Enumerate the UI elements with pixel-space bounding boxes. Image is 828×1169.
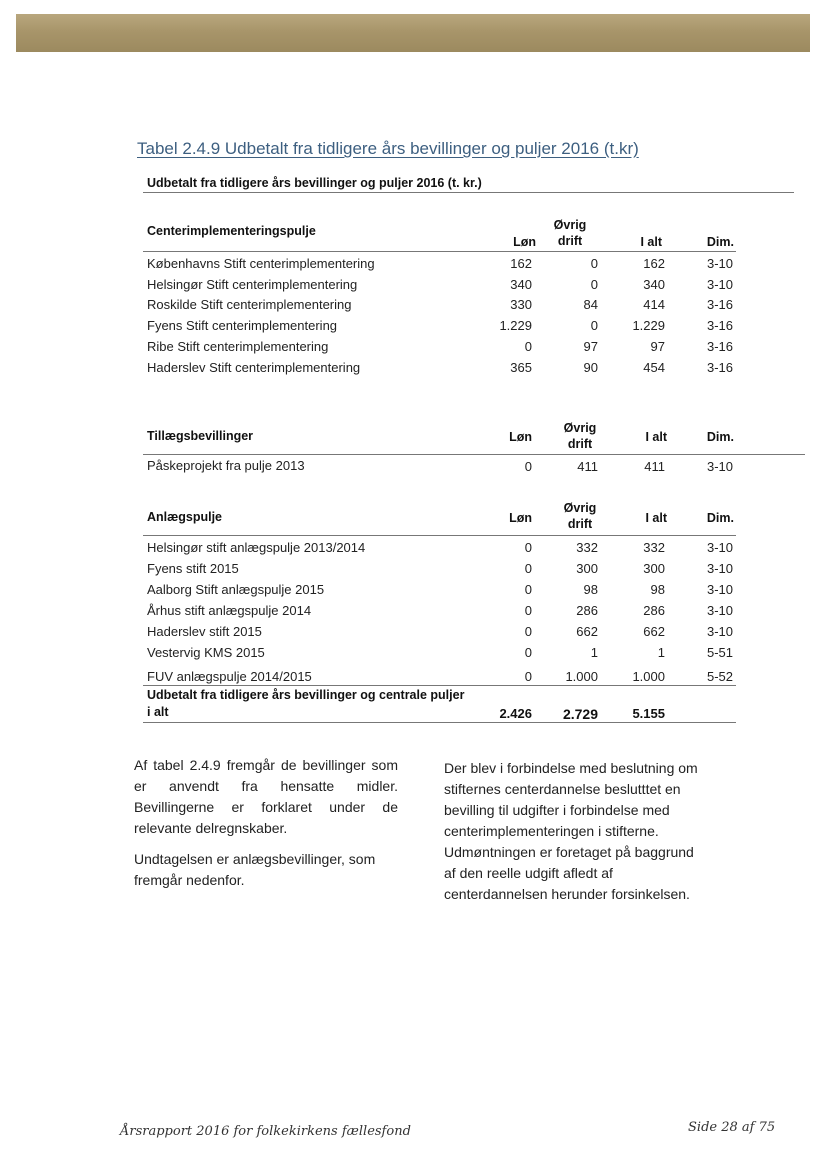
footer-publication: Årsrapport 2016 for folkekirkens fællesfond [120,1124,411,1139]
row-ialt: 98 [650,582,665,597]
row-ovrig: 98 [583,582,598,597]
column-header-ovrig-line1: Øvrig [563,501,597,515]
table-bottom-rule [143,722,736,723]
row-label: Aalborg Stift anlægspulje 2015 [147,582,325,597]
row-ovrig: 411 [577,459,598,474]
table-title: Udbetalt fra tidligere års bevillinger og puljer 2016 (t. kr.) [147,176,482,190]
row-lon: 0 [524,339,532,354]
row-ovrig: 0 [590,318,598,333]
row-ialt: 286 [643,603,665,618]
row-ialt: 414 [643,297,665,312]
row-ialt: 300 [643,561,665,576]
row-dim: 3-16 [706,360,733,375]
row-ialt: 162 [643,256,665,271]
row-dim: 3-10 [706,582,733,597]
row-label: Vestervig KMS 2015 [147,645,265,660]
row-ovrig: 0 [590,256,598,271]
row-ialt: 1.229 [632,318,665,333]
row-dim: 3-10 [706,540,733,555]
right-text-column [444,758,706,915]
row-ialt: 97 [650,339,665,354]
row-lon: 162 [510,256,532,271]
total-ovrig: 2.729 [562,706,598,722]
row-lon: 0 [524,603,532,618]
row-dim: 5-52 [706,669,733,684]
row-ovrig: 97 [583,339,598,354]
row-label: Helsingør Stift centerimplementering [147,277,358,292]
total-top-rule [143,685,736,686]
row-lon: 0 [524,459,532,474]
row-ovrig: 0 [590,277,598,292]
row-ovrig: 90 [583,360,598,375]
row-lon: 0 [524,582,532,597]
row-dim: 3-10 [706,277,733,292]
row-label: Ribe Stift centerimplementering [147,339,329,354]
column-header-ialt: I alt [640,235,662,249]
row-lon: 0 [524,624,532,639]
row-ovrig: 332 [576,540,598,555]
column-header-ovrig [550,420,610,452]
column-header-ovrig-line2: drift [567,437,593,451]
column-header-ovrig [550,500,610,532]
row-label: Århus stift anlægspulje 2014 [147,603,312,618]
section-heading-anlaegspulje: Anlægspulje [147,510,223,524]
column-header-lon: Løn [513,235,536,249]
row-dim: 3-10 [706,561,733,576]
row-ialt: 411 [644,459,665,474]
row-dim: 3-16 [706,339,733,354]
column-header-ovrig [540,217,600,249]
left-text-column [134,755,398,901]
row-dim: 3-16 [706,297,733,312]
row-label: FUV anlægspulje 2014/2015 [147,669,312,684]
column-header-ovrig-line1: Øvrig [563,421,597,435]
row-label: Haderslev stift 2015 [147,624,262,639]
left-paragraph: Af tabel 2.4.9 fremgår de bevillinger som er anvendt fra hensatte midler. Bevillingerne er forklaret under de relevante delregnskaber. [134,757,398,836]
row-dim: 3-16 [706,318,733,333]
total-ialt: 5.155 [632,706,665,721]
row-ialt: 1.000 [632,669,665,684]
row-lon: 365 [510,360,532,375]
row-dim: 5-51 [706,645,733,660]
row-label: Roskilde Stift centerimplementering [147,297,352,312]
row-label: Haderslev Stift centerimplementering [147,360,361,375]
row-dim: 3-10 [706,624,733,639]
row-lon: 330 [510,297,532,312]
row-dim: 3-10 [706,459,733,474]
column-header-dim: Dim. [706,511,734,525]
row-label: Helsingør stift anlægspulje 2013/2014 [147,540,366,555]
row-ovrig: 300 [576,561,598,576]
row-ovrig: 662 [576,624,598,639]
section-header-rule [143,251,736,252]
column-header-ovrig-line2: drift [567,517,593,531]
column-header-ovrig-line1: Øvrig [553,218,587,232]
row-ovrig: 1.000 [565,669,598,684]
page-title: Tabel 2.4.9 Udbetalt fra tidligere års bevillinger og puljer 2016 (t.kr) [137,139,639,158]
row-ovrig: 286 [576,603,598,618]
row-ialt: 1 [657,645,665,660]
column-header-ialt: I alt [645,511,667,525]
column-header-dim: Dim. [706,430,734,444]
column-header-dim: Dim. [706,235,734,249]
row-lon: 0 [524,540,532,555]
right-paragraph: Der blev i forbindelse med beslutning om stifternes centerdannelse beslutttet en bevilling til udgifter i forbindelse med centerimplementeringen i stifterne. Udmøntningen er foretaget på baggrund af den reelle udgift afledt af centerdannelsen herunder forsinkelsen. [444,760,698,902]
footer-page-number: Side 28 af 75 [688,1120,776,1135]
row-ialt: 662 [643,624,665,639]
left-paragraph: Undtagelsen er anlægsbevillinger, som fremgår nedenfor. [134,851,376,888]
row-label: Påskeprojekt fra pulje 2013 [147,458,305,473]
section-heading-tillaegsbevillinger: Tillægsbevillinger [147,429,254,443]
row-label: Fyens Stift centerimplementering [147,318,338,333]
row-ovrig: 84 [583,297,598,312]
table-title-rule [143,192,794,193]
row-lon: 1.229 [499,318,532,333]
column-header-ialt: I alt [645,430,667,444]
column-header-lon: Løn [509,511,532,525]
row-ialt: 340 [643,277,665,292]
row-dim: 3-10 [706,256,733,271]
row-ialt: 454 [643,360,665,375]
section-header-rule [143,454,805,455]
total-label-line1: Udbetalt fra tidligere års bevillinger og centrale puljer [147,688,465,702]
section-header-rule [143,535,736,536]
row-ovrig: 1 [590,645,598,660]
row-lon: 0 [524,669,532,684]
row-ialt: 332 [643,540,665,555]
total-lon: 2.426 [499,706,532,721]
row-dim: 3-10 [706,603,733,618]
row-label: Københavns Stift centerimplementering [147,256,375,271]
total-label-line2: i alt [147,705,169,719]
row-lon: 340 [510,277,532,292]
row-lon: 0 [524,561,532,576]
column-header-ovrig-line2: drift [557,234,583,248]
section-heading-centerimplementering: Centerimplementeringspulje [147,224,316,238]
row-lon: 0 [524,645,532,660]
row-label: Fyens stift 2015 [147,561,239,576]
column-header-lon: Løn [509,430,532,444]
header-band [16,14,810,52]
